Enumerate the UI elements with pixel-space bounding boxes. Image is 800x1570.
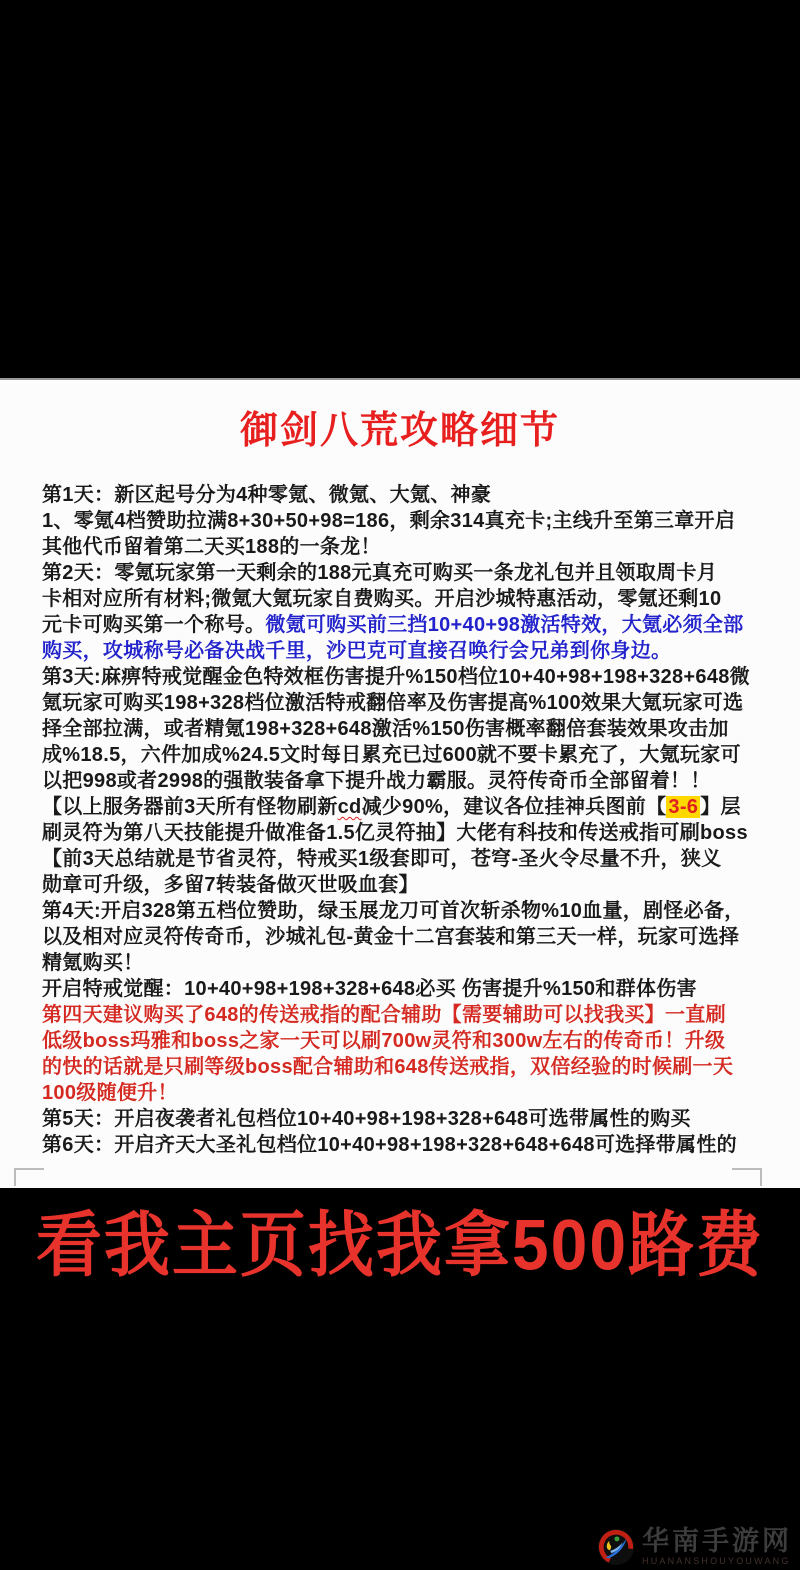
text-run: 以把998或者2998的强散装备拿下提升战力霸服。灵符传奇币全部留着！！ — [42, 770, 711, 792]
document-page — [0, 378, 800, 1188]
document-line — [42, 664, 758, 690]
top-black-bar — [0, 0, 800, 378]
site-name: 华南手游网 — [642, 1526, 792, 1556]
text-run: cd — [337, 796, 362, 818]
document-line — [42, 950, 758, 976]
text-run: 刷灵符为第八天技能提升做准备1.5亿灵符抽】大佬有科技和传送戒指可刷boss — [42, 822, 748, 844]
text-run: 的快的话就是只刷等级boss配合辅助和648传送戒指，双倍经验的时候刷一天 — [42, 1056, 734, 1078]
text-run: 氪玩家可购买198+328档位激活特戒翻倍率及伤害提高%100效果大氪玩家可选 — [42, 692, 744, 714]
document-line — [42, 1080, 758, 1106]
document-line — [42, 846, 758, 872]
text-run: 低级boss玛雅和boss之家一天可以刷700w灵符和300w左右的传奇币！升级 — [42, 1030, 726, 1052]
document-line — [42, 508, 758, 534]
document-line — [42, 976, 758, 1002]
text-run: 第4天:开启328第五档位赞助，绿玉展龙刀可首次斩杀物%10血量，剧怪必备， — [42, 900, 745, 922]
text-run: 第2天：零氪玩家第一天剩余的188元真充可购买一条龙礼包并且领取周卡月 — [42, 562, 717, 584]
document-line — [42, 482, 758, 508]
text-run: 3-6 — [668, 796, 699, 818]
text-run: 卡相对应所有材料;微氪大氪玩家自费购买。开启沙城特惠活动，零氪还剩10 — [42, 588, 722, 610]
text-run: 100级随便升！ — [42, 1082, 178, 1104]
site-watermark — [597, 1527, 792, 1566]
site-name-romanized: HUANANSHOUYOUWANG — [642, 1556, 791, 1566]
document-line — [42, 1002, 758, 1028]
document-line — [42, 872, 758, 898]
page-title: 御剑八荒攻略细节 — [239, 410, 560, 452]
document-line — [42, 768, 758, 794]
text-run: 第6天：开启齐天大圣礼包档位10+40+98+198+328+648+648可选择带属性的 — [42, 1134, 737, 1156]
text-run: 购买，攻城称号必备决战千里，沙巴克可直接召唤行会兄弟到你身边。 — [42, 640, 672, 662]
document-line — [42, 794, 758, 820]
text-run: 【以上服务器前3天所有怪物刷新 — [42, 796, 338, 818]
document-line — [42, 560, 758, 586]
document-line — [42, 742, 758, 768]
document-line — [42, 1054, 758, 1080]
text-run: 其他代币留着第二天买188的一条龙！ — [42, 536, 381, 558]
page-margin-mark-right — [732, 1168, 762, 1186]
promo-banner-text: 看我主页找我拿500路费 — [35, 1203, 765, 1284]
document-line — [42, 586, 758, 612]
document-line — [42, 716, 758, 742]
text-run: 1、零氪4档赞助拉满8+30+50+98=186，剩余314真充卡;主线升至第三章开启 — [42, 510, 736, 532]
text-run: 成%18.5，六件加成%24.5文时每日累充已过600就不要卡累充了，大氪玩家可 — [42, 744, 741, 766]
text-run: 以及相对应灵符传奇币，沙城礼包-黄金十二宫套装和第三天一样，玩家可选择 — [42, 926, 740, 948]
text-run: 开启特戒觉醒：10+40+98+198+328+648必买 伤害提升%150和群体伤害 — [42, 978, 697, 1000]
document-body — [42, 482, 758, 1158]
text-run: 第3天:麻痹特戒觉醒金色特效框伤害提升%150档位10+40+98+198+328+648微 — [42, 666, 750, 688]
document-line — [42, 924, 758, 950]
document-line — [42, 612, 758, 638]
document-line — [42, 1106, 758, 1132]
document-line — [42, 534, 758, 560]
text-run: 择全部拉满，或者精氪198+328+648激活%150伤害概率翻倍套装效果攻击加 — [42, 718, 729, 740]
document-line — [42, 820, 758, 846]
text-run: 元卡可购买第一个称号。 — [42, 614, 266, 636]
text-run: 【前3天总结就是节省灵符，特戒买1级套即可，苍穹-圣火令尽量不升，狭义 — [42, 848, 722, 870]
document-line — [42, 690, 758, 716]
document-line — [42, 638, 758, 664]
document-line — [42, 898, 758, 924]
document-line — [42, 1028, 758, 1054]
text-run: 减少90%，建议各位挂神兵图前【 — [361, 796, 667, 818]
document-line — [42, 1132, 758, 1158]
huanan-logo-icon — [597, 1528, 635, 1566]
text-run: 微氪可购买前三挡10+40+98激活特效，大氪必须全部 — [265, 614, 744, 636]
text-run: 第四天建议购买了648的传送戒指的配合辅助【需要辅助可以找我买】一直刷 — [42, 1004, 726, 1026]
promo-banner — [0, 1188, 800, 1288]
text-run: 第1天：新区起号分为4种零氪、微氪、大氪、神豪 — [42, 484, 492, 506]
text-run: 精氪购买！ — [42, 952, 144, 974]
text-run: 】层 — [700, 796, 741, 818]
text-run: 第5天：开启夜袭者礼包档位10+40+98+198+328+648可选带属性的购买 — [42, 1108, 691, 1130]
text-run: 勋章可升级，多留7转装备做灭世吸血套】 — [42, 874, 419, 896]
page-margin-mark-left — [14, 1168, 44, 1186]
